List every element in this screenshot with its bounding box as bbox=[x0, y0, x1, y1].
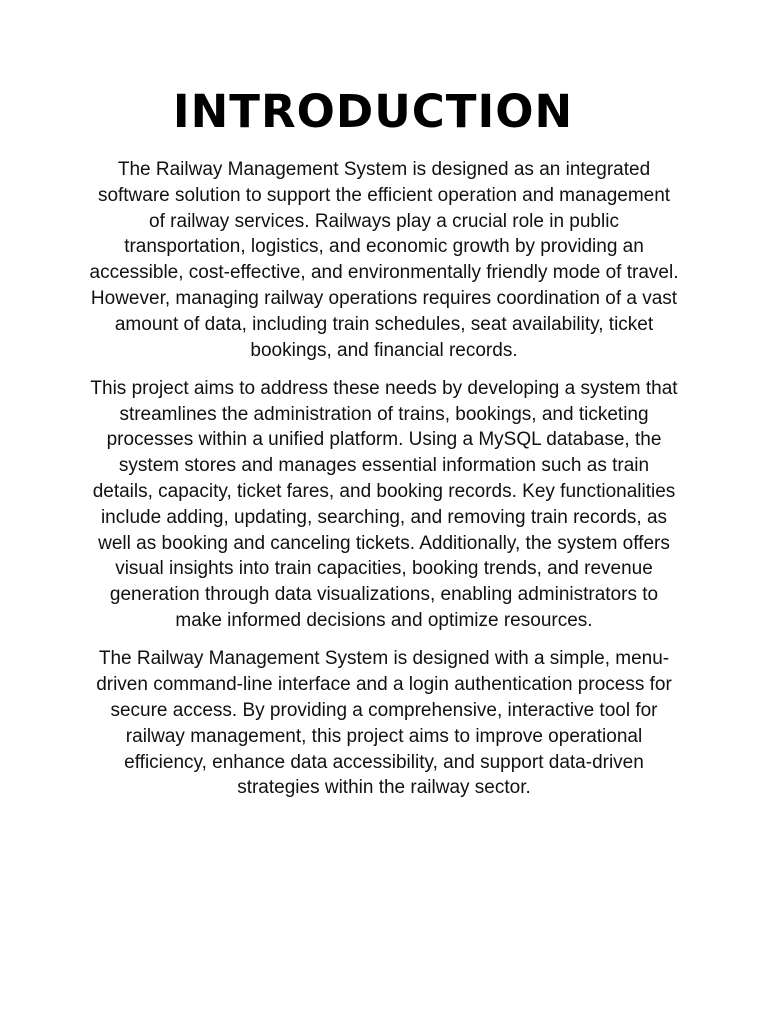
paragraph-1: The Railway Management System is designed as an integrated software solution to support the efficient operation and management of railway services. Railways play a crucial role in public transportation, logistics, and economic growth by providing an accessible, cost-effective, and environmentally friendly mode of travel. However, managing railway operations requires coordination of a vast amount of data, including train schedules, seat availability, ticket bookings, and financial records. bbox=[89, 159, 679, 361]
page-title: INTRODUCTION bbox=[172, 85, 574, 138]
body-text bbox=[88, 157, 680, 814]
paragraph-2: This project aims to address these needs by developing a system that streamlines the administration of trains, bookings, and ticketing processes within a unified platform. Using a MySQL database, the system stores and manages essential information such as train details, capacity, ticket fares, and booking records. Key functionalities include adding, updating, searching, and removing train records, as well as booking and canceling tickets. Additionally, the system offers visual insights into train capacities, booking trends, and revenue generation through data visualizations, enabling administrators to make informed decisions and optimize resources. bbox=[90, 377, 678, 632]
paragraph-3: The Railway Management System is designed with a simple, menu-driven command-line interface and a login authentication process for secure access. By providing a comprehensive, interactive tool for railway management, this project aims to improve operational efficiency, enhance data accessibility, and support data-driven strategies within the railway sector. bbox=[96, 648, 672, 799]
